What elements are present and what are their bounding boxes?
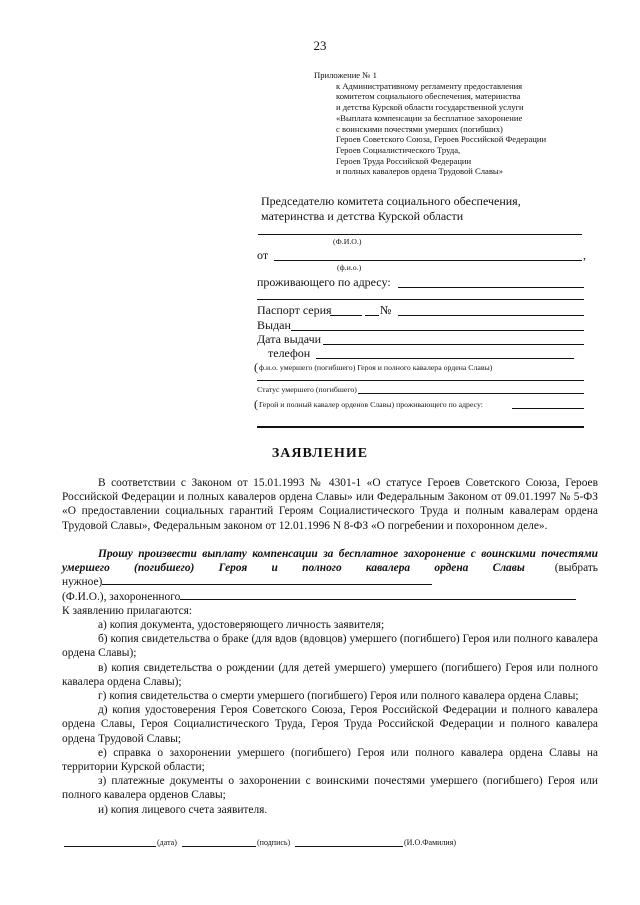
status-line[interactable] <box>358 393 584 394</box>
appendix-block <box>314 70 546 177</box>
sign-caption: (подпись) <box>257 838 291 847</box>
paren-open: ( <box>254 360 258 374</box>
paren-open-2: ( <box>254 397 258 411</box>
buried-label: (Ф.И.О.), захороненного <box>62 590 181 603</box>
from-line[interactable] <box>274 260 582 261</box>
appendix-line: «Выплата компенсации за бесплатное захоронение <box>336 112 523 123</box>
appendix-line: Приложение № 1 <box>314 70 377 80</box>
from-label: от <box>257 248 269 262</box>
appendix-line: и полных кавалеров ордена Трудовой Славы» <box>336 166 503 177</box>
attachment-item: е) справка о захоронении умершего (погибшего) Героя или полного кавалера ордена Славы на территории Курской области; <box>62 746 598 774</box>
body-para-1 <box>62 476 598 533</box>
appendix-line: Героев Советского Союза, Героев Российской Федерации <box>336 134 547 145</box>
from-comma: , <box>583 248 586 262</box>
name-caption: (И.О.Фамилия) <box>404 838 457 847</box>
addressee-line2: материнства и детства Курской области <box>261 209 464 223</box>
residing-label: проживающего по адресу: <box>257 275 391 289</box>
attachment-item: г) копия свидетельства о смерти умершего (погибшего) Героя или полного кавалера ордена Славы; <box>98 690 579 703</box>
hero-caption: ф.и.о. умершего (погибшего) Героя и полного кавалера ордена Славы) <box>259 363 493 372</box>
needed-line[interactable] <box>102 575 432 585</box>
date-line[interactable] <box>64 846 156 847</box>
phone-line[interactable] <box>316 358 574 359</box>
attachment-item: в) копия свидетельства о рождении (для детей умершего) умершего (погибшего) Героя или полного кавалера ордена Славы); <box>62 661 598 688</box>
appendix-line: комитетом социального обеспечения, материнства <box>336 91 521 102</box>
attached-label: К заявлению прилагаются: <box>62 604 193 617</box>
passport-series-line[interactable] <box>330 315 362 316</box>
hero-living-label: Герой и полный кавалер орденов Славы) проживающего по адресу: <box>259 400 483 409</box>
name-line[interactable] <box>295 846 403 847</box>
request-bold-2: умершего (погибшего) Героя и полного кавалера ордена Славы <box>62 562 525 575</box>
legal-basis-text: В соответствии с Законом от 15.01.1993 № 4301-1 «О статусе Героев Советского Союза, Героев Российской Федерации и полных кавалеров ордена Славы» или Федеральным Законом от 09.01.1997 № 5-ФЗ «О предоставлении социальных гарантий Героям Социалистического Труда и полным кавалерам ордена Трудовой Славы», Федеральным законом от 12.01.1996 N 8-ФЗ «О погребении и похоронном деле». <box>62 477 598 532</box>
issue-date-line[interactable] <box>323 344 584 345</box>
passport-no-line[interactable] <box>398 315 584 316</box>
appendix-line: с воинскими почестями умерших (погибших) <box>336 123 503 134</box>
fio-line[interactable] <box>258 234 582 235</box>
addressee-line1: Председателю комитета социального обеспечения, <box>261 194 521 208</box>
request-line-3 <box>62 575 598 589</box>
residing-line[interactable] <box>398 287 584 288</box>
sign-line[interactable] <box>182 846 256 847</box>
hero-living-line[interactable] <box>512 408 584 409</box>
attachment-item: и) копия лицевого счета заявителя. <box>98 803 268 816</box>
appendix-line: и детства Курской области государственной услуги <box>336 102 524 113</box>
request-needed: нужное) <box>62 576 103 589</box>
request-line-2 <box>62 561 598 575</box>
address-line-2[interactable] <box>257 299 584 300</box>
appendix-line: к Административному регламенту предоставления <box>336 80 523 91</box>
request-block <box>62 547 598 618</box>
appendix-line: Героев Труда Российской Федерации <box>336 155 472 166</box>
date-caption: (дата) <box>157 838 177 847</box>
document-title: ЗАЯВЛЕНИЕ <box>271 446 369 461</box>
passport-series-label: Паспорт серия <box>257 303 332 317</box>
appendix-line: Героев Социалистического Труда, <box>336 144 461 155</box>
hero-line[interactable] <box>257 380 584 381</box>
issued-label: Выдан <box>257 318 291 332</box>
passport-no-label: № <box>380 303 392 317</box>
attachment-item: б) копия свидетельства о браке (для вдов (вдовцов) умершего (погибшего) Героя или полного кавалера ордена Славы); <box>62 633 598 660</box>
fio-caption: (Ф.И.О.) <box>333 237 362 246</box>
buried-line[interactable] <box>180 590 576 600</box>
issued-line[interactable] <box>291 330 584 331</box>
fio-lower-caption: (ф.и.о.) <box>337 263 362 272</box>
buried-line-row <box>62 590 598 604</box>
attachment-item: а) копия документа, удостоверяющего личность заявителя; <box>98 619 385 631</box>
issue-date-label: Дата выдачи <box>257 332 322 346</box>
attachment-item: з) платежные документы о захоронении с воинскими почестями умершего (погибшего) Героя или полного кавалера орденов Славы; <box>62 775 598 802</box>
status-label: Статус умершего (погибшего) <box>257 385 357 394</box>
request-bold-1: Прошу произвести выплату компенсации за бесплатное захоронение с воинскими почестями <box>98 548 598 560</box>
attachments-list <box>62 618 598 817</box>
addressee <box>261 194 521 224</box>
page-number: 23 <box>313 38 327 53</box>
passport-series-line-2[interactable] <box>365 315 379 316</box>
attachment-item: д) копия удостоверения Героя Советского Союза, Героя Российской Федерации и полного кавалера ордена Славы, Героя Социалистического Труда, Героя Труда Российской Федерации и полного кавалера ордена Трудовой Славы; <box>62 704 598 745</box>
form-separator <box>257 426 584 428</box>
request-choose: (выбрать <box>554 562 598 575</box>
phone-label: телефон <box>268 346 311 360</box>
